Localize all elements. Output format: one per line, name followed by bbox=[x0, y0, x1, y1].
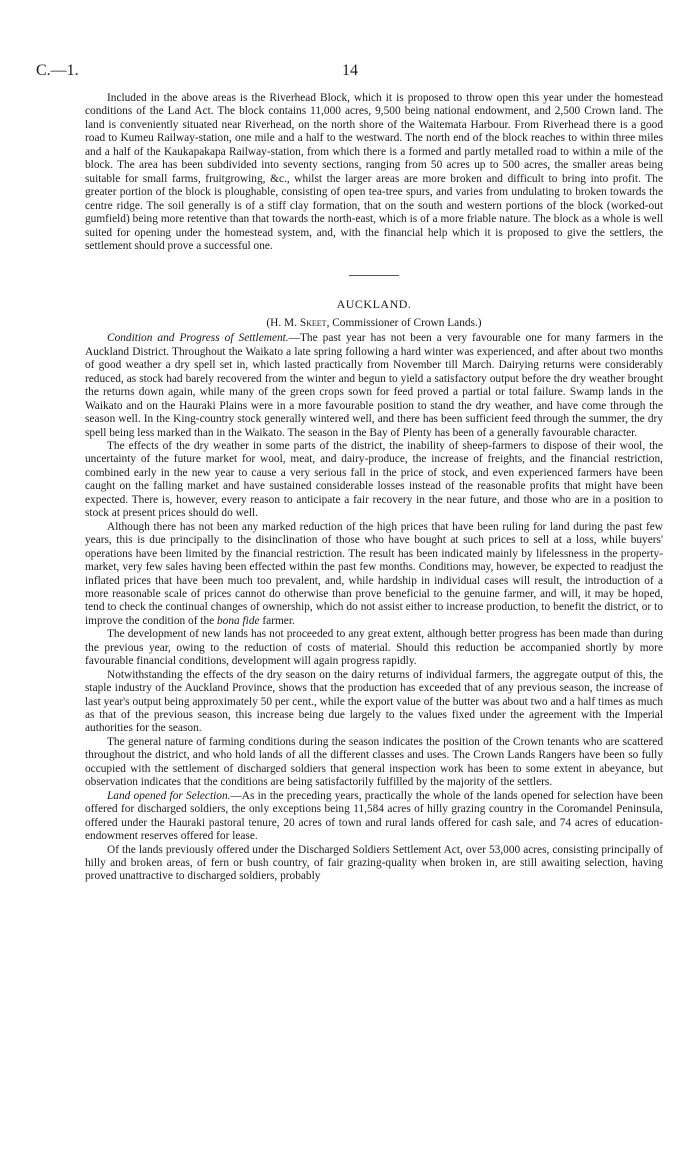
commissioner-name: Skeet bbox=[299, 316, 327, 329]
paragraph-development: The development of new lands has not proceeded to any great extent, although better progress has been made than during the previous year, owing to the reduction of costs of material. Should this reduction be accompanied shortly by more favourable financial conditions, development will again progress rapidly. bbox=[85, 628, 663, 668]
paragraph-land-prices bbox=[85, 521, 663, 629]
paragraph-end: farmer. bbox=[259, 614, 295, 627]
paragraph-body: —The past year has not been a very favourable one for many farmers in the Auckland District. Throughout the Waikato a late spring following a hard winter was experienced, and after about two months of good weather a dry spell set in, which lasted practically from November till March. Dairying returns were considerably reduced, as stock had barely recovered from the winter and begun to yield a satisfactory output before the dry weather brought the returns down again, while many of the green crops sown for feed proved a partial or total failure. Swamp lands in the Waikato and on the Hauraki Plains were in a more favourable position to stand the dry weather, and have come through the season well. In the King-country stock generally wintered well, and there has been sufficient feed through the summer, the dry spell being less marked than in the Waikato. The season in the Bay of Plenty has been of a generally favourable character. bbox=[85, 332, 663, 439]
paragraph-body: —As in the preceding years, practically the whole of the lands opened for selection have been offered for discharged soldiers, the only exceptions being 11,584 acres of hilly grazing country in the Coromandel Peninsula, offered under the Hauraki pastoral tenure, 20 acres of town and rural lands offered for cash sale, and 74 acres of education-endowment reserves offered for lease. bbox=[85, 789, 663, 843]
paragraph-dry-weather-effects: The effects of the dry weather in some parts of the district, the inability of sheep-farmers to dispose of their wool, the uncertainty of the future market for wool, meat, and dairy-produce, the increase of freights, and the financial restriction, combined early in the new year to cause a very serious fall in the price of stock, and even experienced farmers have been caught on the falling market and have sustained considerable losses instead of the reasonable profits that might have been expected. There is, however, every reason to anticipate a fair recovery in the near future, and those who are in a position to stock at present prices should do well. bbox=[85, 439, 663, 520]
paragraph-crown-tenants: The general nature of farming conditions during the season indicates the position of the Crown tenants who are scattered throughout the district, and who hold lands of all the different classes and uses. The Crown Lands Rangers have been so fully occupied with the settlement of discharged soldiers that general inspection work has been to some extent in abeyance, but observation indicates that the conditions are being satisfactorily fulfilled by the majority of the settlers. bbox=[85, 735, 663, 789]
byline-close: , Commissioner of Crown Lands.) bbox=[326, 316, 482, 329]
byline-open: (H. M. bbox=[266, 316, 300, 329]
paragraph-body: Although there has not been any marked reduction of the high prices that have been ruling for land during the past few years, this is due principally to the disinclination of those who have bought at such prices to sell at a loss, while buyers' operations have been limited by the financial restriction. The result has been indicated mainly by lifelessness in the property-market, very few sales having been effected within the past few months. Conditions may, however, be expected to readjust the inflated prices that have been much too prevalent, and, while hardship in individual cases will result, the introduction of a more reasonable scale of prices cannot do otherwise than prove beneficial to the genuine farmer, and will, it may be hoped, tend to check the continual changes of ownership, which do not assist either to increase production, to benefit the district, or to improve the condition of the bbox=[85, 520, 663, 627]
paragraph-condition-progress bbox=[85, 332, 663, 440]
paragraph-soldier-lands: Of the lands previously offered under the Discharged Soldiers Settlement Act, over 53,000 acres, consisting principally of hilly and broken areas, of fern or bush country, of fair grazing-quality when broken in, are still awaiting selection, having proved unattractive to discharged soldiers, probably bbox=[85, 843, 663, 883]
paragraph-land-opened bbox=[85, 790, 663, 844]
section-title: AUCKLAND. bbox=[336, 297, 412, 312]
section-byline bbox=[85, 317, 663, 330]
page-header bbox=[36, 62, 664, 82]
runin-heading-condition: Condition and Progress of Settlement. bbox=[107, 332, 289, 345]
section-divider bbox=[349, 275, 399, 276]
paragraph-dairy-output: Notwithstanding the effects of the dry season on the dairy returns of individual farmers, the aggregate output of this, the staple industry of the Auckland Province, shows that the production has exceeded that of any previous season, the increase of last year's output being approximately 50 per cent., while the export value of the butter was about two and a half times as much as that of the previous season, this increase being due largely to the values fixed under the agreement with the Imperial authorities for the season. bbox=[85, 668, 663, 735]
document-reference: C.—1. bbox=[36, 62, 79, 79]
runin-heading-land-opened: Land opened for Selection. bbox=[107, 789, 231, 802]
page-number: 14 bbox=[342, 62, 358, 79]
riverhead-paragraph: Included in the above areas is the Riverhead Block, which it is proposed to throw open this year under the homestead conditions of the Land Act. The block contains 11,000 acres, 9,500 being national endowment, and 2,500 Crown land. The land is conveniently situated near Riverhead, on the north shore of the Waitemata Harbour. From Riverhead there is a good road to Kumeu Railway-station, one mile and a half to the westward. The north end of the block reaches to within three miles and a half of the Kaukapakapa Railway-station, from which there is a formed and partly metalled road to within a mile of the block. The area has been subdivided into seventy sections, ranging from 50 acres up to 500 acres, the smaller areas being suitable for small farms, fruitgrowing, &c., whilst the larger areas are more broken and difficult to bring into profit. The greater portion of the block is ploughable, consisting of open tea-tree spurs, and varies from undulating to broken towards the centre ridge. The soil generally is of a stiff clay formation, that on the south and western portions of the block (worked-out gumfield) being more retentive than that towards the north-east, which is of a more friable nature. The block as a whole is well suited for opening under the homestead system, and, with the financial help which it is proposed to give the settlers, the settlement should prove a successful one. bbox=[85, 92, 663, 252]
page-content bbox=[85, 92, 663, 884]
italic-phrase: bona fide bbox=[217, 614, 260, 627]
